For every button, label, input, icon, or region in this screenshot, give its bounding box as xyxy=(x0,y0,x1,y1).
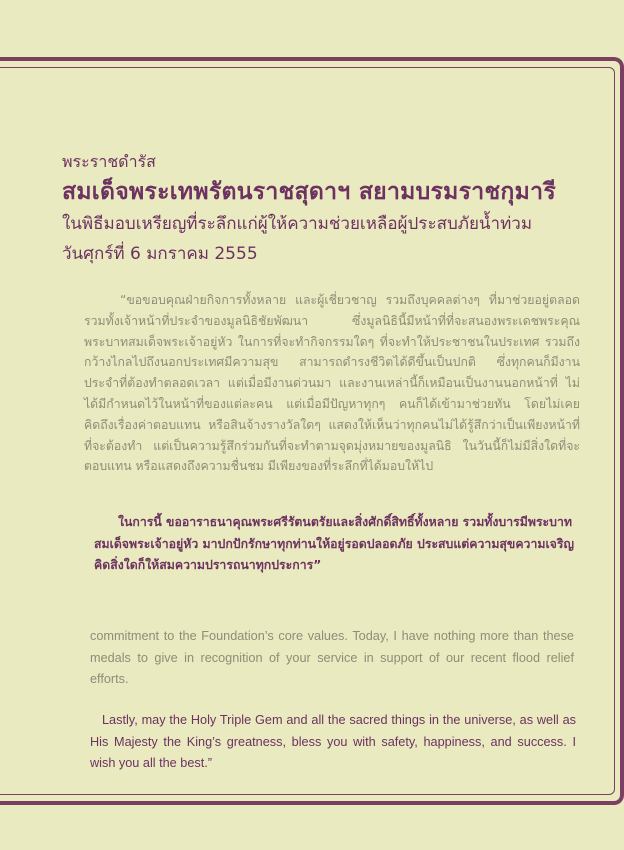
speech-header xyxy=(62,149,602,269)
thai-speech-paragraph: “ขอขอบคุณฝ่ายกิจการทั้งหลาย และผู้เชี่ยวชาญ รวมถึงบุคคลต่างๆ ที่มาช่วยอยู่ตลอด รวมทั้งเจ้าหน้าที่ประจำของมูลนิธิชัยพัฒนา ซึ่งมูลนิธินี้มีหน้าที่ที่จะสนองพระเดชพระคุณพระบาทสมเด็จพระเจ้าอยู่หัว ในการที่จะทำกิจกรรมใดๆ ที่จะทำให้ประชาชนในประเทศ รวมถึงกว้างไกลไปถึงนอกประเทศมีความสุข สามารถดำรงชีวิตได้ดีขึ้นเป็นปกติ ซึ่งทุกคนก็มีงานประจำที่ต้องทำตลอดเวลา แต่เมื่อมีงานด่วนมา และงานเหล่านี้ก็เหมือนเป็นงานนอกหน้าที่ ไม่ได้มีกำหนดไว้ในหน้าที่ของแต่ละคน แต่เมื่อมีปัญหาทุกๆ คนก็ได้เข้ามาช่วยทัน โดยไม่เคยคิดถึงเรื่องค่าตอบแทน หรือสินจ้างรางวัลใดๆ แสดงให้เห็นว่าทุกคนไม่ได้รู้สึกว่าเป็นเพียงหน้าที่ที่จะต้องทำ แต่เป็นความรู้สึกร่วมกันที่จะทำตามจุดมุ่งหมายของมูลนิธิ ในวันนี้ก็ไม่มีสิ่งใดที่จะตอบแทน หรือแสดงถึงความชื่นชม มีเพียงของที่ระลึกที่ได้มอบให้ไป xyxy=(84,293,580,474)
speech-date: วันศุกร์ที่ 6 มกราคม 2555 xyxy=(62,244,258,264)
ceremony-title: ในพิธีมอบเหรียญที่ระลึกแก่ผู้ให้ความช่วยเหลือผู้ประสบภัยน้ำท่วม xyxy=(62,214,533,234)
speaker-title: สมเด็จพระเทพรัตนราชสุดาฯ สยามบรมราชกุมารี xyxy=(62,179,556,205)
english-speech-paragraph: commitment to the Foundation’s core values. Today, I have nothing more than these medals to give in recognition of your service in support of our recent flood relief efforts. xyxy=(90,629,574,686)
thai-blessing-paragraph: ในการนี้ ขออาราธนาคุณพระศรีรัตนตรัยและสิ่งศักดิ์สิทธิ์ทั้งหลาย รวมทั้งบารมีพระบาทสมเด็จพระเจ้าอยู่หัว มาปกปักรักษาทุกท่านให้อยู่รอดปลอดภัย ประสบแต่ความสุขความเจริญ คิดสิ่งใดก็ให้สมความปรารถนาทุกประการ” xyxy=(94,515,574,572)
english-blessing-paragraph: Lastly, may the Holy Triple Gem and all the sacred things in the universe, as well as His Majesty the King’s greatness, bless you with safety, happiness, and success. I wish you all the best.” xyxy=(90,713,576,770)
speech-type-label: พระราชดำรัส xyxy=(62,152,156,171)
